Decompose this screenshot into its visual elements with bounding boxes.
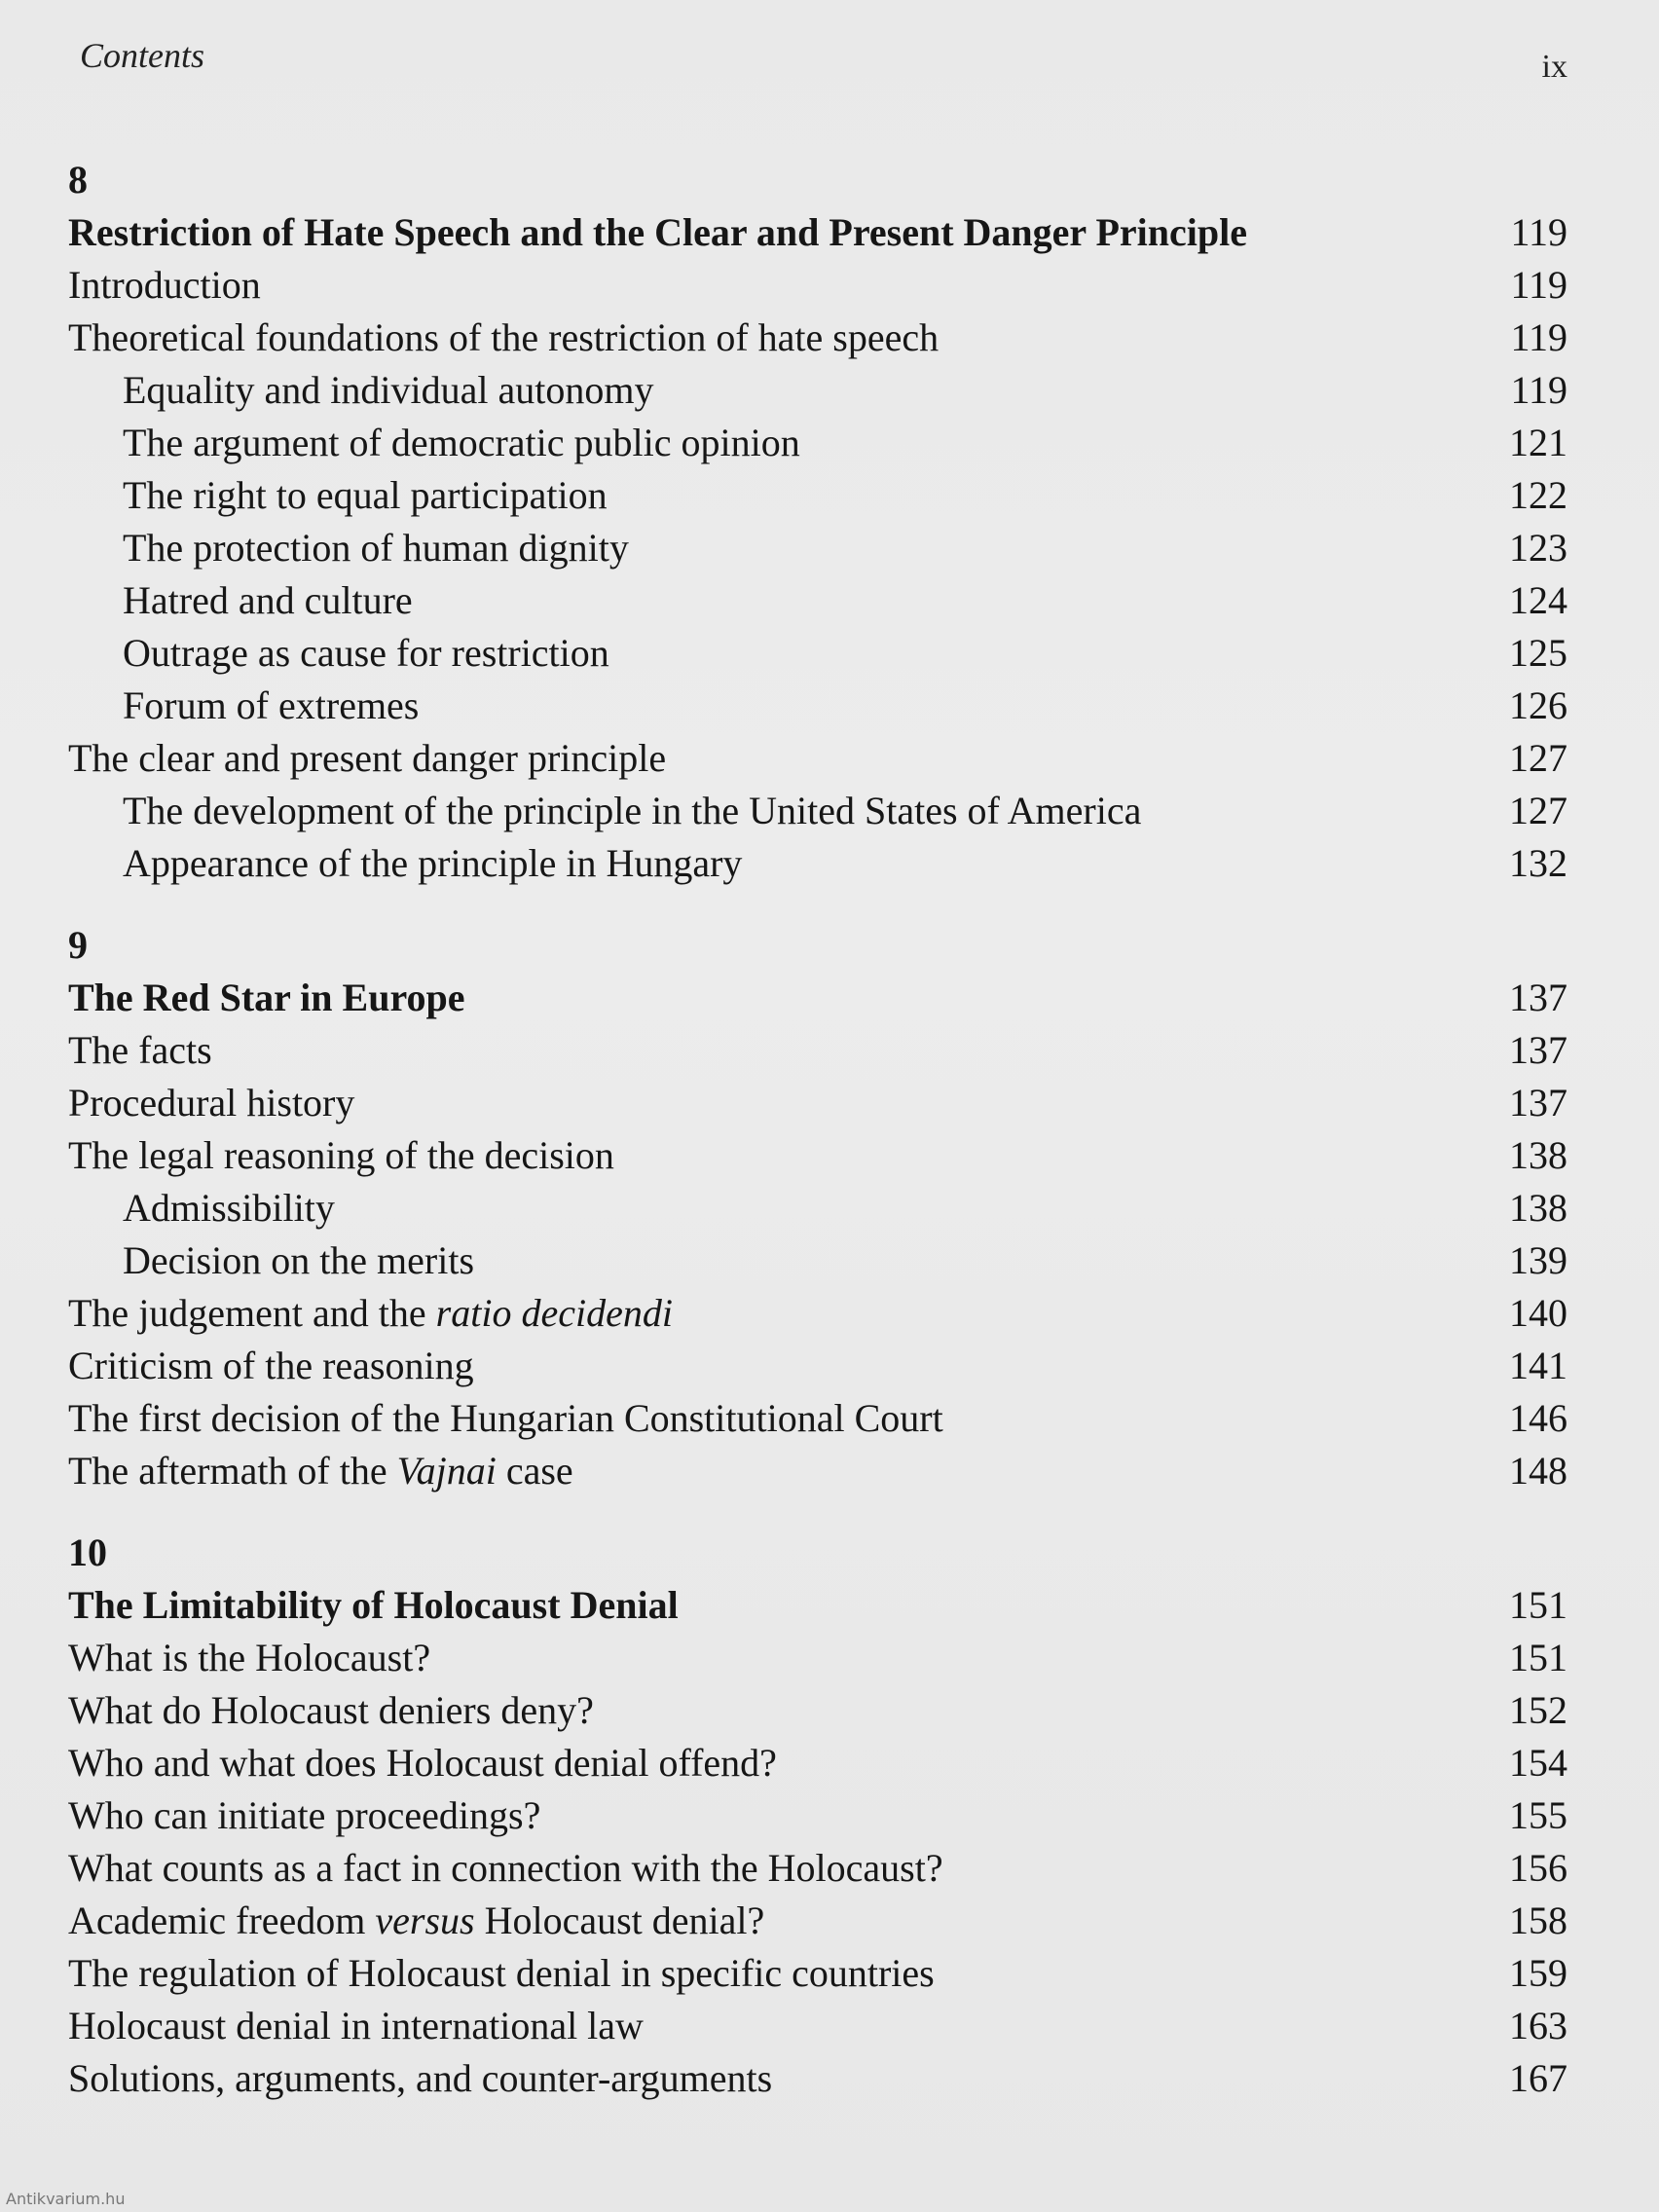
chapter-section <box>68 1527 1567 2105</box>
chapter-page-number: 119 <box>1510 210 1567 254</box>
chapter-section <box>68 919 1567 1497</box>
toc-subentry <box>68 522 1567 574</box>
entry-title: The first decision of the Hungarian Constitutional Court <box>68 1396 943 1440</box>
watermark: Antikvarium.hu <box>6 2190 126 2208</box>
entry-title: Forum of extremes <box>123 683 420 727</box>
entry-page-number: 138 <box>1509 1133 1567 1177</box>
chapter-title: The Limitability of Holocaust Denial <box>68 1583 679 1627</box>
toc-subentry <box>68 837 1567 890</box>
chapter-page-number: 137 <box>1509 976 1567 1019</box>
entry-page-number: 138 <box>1509 1186 1567 1230</box>
entry-page-number: 158 <box>1509 1899 1567 1942</box>
toc-entry <box>68 1737 1567 1789</box>
entry-page-number: 141 <box>1509 1344 1567 1387</box>
entry-title: The argument of democratic public opinion <box>123 421 800 464</box>
toc-entry <box>68 1392 1567 1445</box>
entry-title: The right to equal participation <box>123 473 608 517</box>
chapter-title-row <box>68 1579 1567 1632</box>
entry-page-number: 159 <box>1509 1951 1567 1995</box>
entry-page-number: 126 <box>1509 683 1567 727</box>
entry-page-number: 151 <box>1509 1636 1567 1679</box>
toc-entry <box>68 1632 1567 1684</box>
entry-title: Outrage as cause for restriction <box>123 631 609 675</box>
entry-title: Decision on the merits <box>123 1238 475 1282</box>
entry-title: Criticism of the reasoning <box>68 1344 474 1387</box>
entry-title: Admissibility <box>123 1186 335 1230</box>
entry-title: Who and what does Holocaust denial offend? <box>68 1741 777 1785</box>
entry-page-number: 156 <box>1509 1846 1567 1890</box>
toc-entry <box>68 1287 1567 1340</box>
entry-page-number: 152 <box>1509 1688 1567 1732</box>
chapter-number: 8 <box>68 158 88 202</box>
entry-title: Procedural history <box>68 1081 355 1124</box>
entry-page-number: 167 <box>1509 2056 1567 2100</box>
entry-title: What do Holocaust deniers deny? <box>68 1688 594 1732</box>
toc-subentry <box>68 574 1567 627</box>
toc-subentry <box>68 680 1567 732</box>
entry-title: Theoretical foundations of the restriction of hate speech <box>68 315 940 359</box>
entry-page-number: 139 <box>1509 1238 1567 1282</box>
entry-page-number: 119 <box>1510 368 1567 412</box>
chapter-number: 9 <box>68 923 88 967</box>
entry-page-number: 119 <box>1510 315 1567 359</box>
entry-page-number: 154 <box>1509 1741 1567 1785</box>
entry-title-part: case <box>496 1449 573 1493</box>
entry-page-number: 155 <box>1509 1793 1567 1837</box>
entry-title <box>68 1895 764 1947</box>
entry-title-italic: Vajnai <box>396 1449 497 1493</box>
toc-subentry <box>68 469 1567 522</box>
entry-page-number: 140 <box>1509 1291 1567 1335</box>
toc-entry <box>68 2000 1567 2052</box>
entry-title: The legal reasoning of the decision <box>68 1133 614 1177</box>
chapter-page-number: 151 <box>1509 1583 1567 1627</box>
entry-page-number: 137 <box>1509 1081 1567 1124</box>
page-number: ix <box>1541 49 1567 85</box>
entry-title-part: Holocaust denial? <box>474 1899 765 1942</box>
entry-title: Holocaust denial in international law <box>68 2004 644 2047</box>
toc-entry <box>68 259 1567 312</box>
entry-title <box>68 1287 673 1340</box>
table-of-contents <box>68 154 1567 2134</box>
toc-subentry <box>68 417 1567 469</box>
entry-page-number: 163 <box>1509 2004 1567 2047</box>
toc-entry <box>68 1842 1567 1895</box>
toc-entry <box>68 1947 1567 2000</box>
entry-title: Appearance of the principle in Hungary <box>123 841 743 885</box>
entry-title <box>68 1445 573 1497</box>
chapter-section <box>68 154 1567 890</box>
chapter-title-row <box>68 972 1567 1024</box>
entry-page-number: 137 <box>1509 1028 1567 1072</box>
entry-title: The regulation of Holocaust denial in specific countries <box>68 1951 935 1995</box>
entry-title: Equality and individual autonomy <box>123 368 654 412</box>
toc-subentry <box>68 785 1567 837</box>
entry-page-number: 121 <box>1509 421 1567 464</box>
entry-title: Solutions, arguments, and counter-arguments <box>68 2056 773 2100</box>
toc-entry <box>68 732 1567 785</box>
chapter-title-row <box>68 206 1567 259</box>
entry-title-part: Academic freedom <box>68 1899 376 1942</box>
entry-page-number: 122 <box>1509 473 1567 517</box>
entry-title: The facts <box>68 1028 212 1072</box>
entry-title: Introduction <box>68 263 261 307</box>
entry-page-number: 148 <box>1509 1449 1567 1493</box>
entry-title: The development of the principle in the United States of America <box>123 789 1142 832</box>
toc-subentry <box>68 627 1567 680</box>
toc-entry <box>68 2052 1567 2105</box>
toc-entry <box>68 1684 1567 1737</box>
running-header-title: Contents <box>80 36 205 75</box>
entry-page-number: 127 <box>1509 736 1567 780</box>
entry-page-number: 146 <box>1509 1396 1567 1440</box>
entry-page-number: 124 <box>1509 578 1567 622</box>
entry-title: The protection of human dignity <box>123 526 629 570</box>
toc-entry <box>68 312 1567 364</box>
entry-title: What counts as a fact in connection with the Holocaust? <box>68 1846 943 1890</box>
toc-subentry <box>68 1182 1567 1235</box>
entry-title-part: The judgement and the <box>68 1291 436 1335</box>
toc-entry <box>68 1077 1567 1129</box>
chapter-number: 10 <box>68 1530 107 1574</box>
toc-entry <box>68 1895 1567 1947</box>
entry-title: What is the Holocaust? <box>68 1636 431 1679</box>
toc-subentry <box>68 364 1567 417</box>
entry-title-part: The aftermath of the <box>68 1449 397 1493</box>
entry-page-number: 125 <box>1509 631 1567 675</box>
toc-entry <box>68 1024 1567 1077</box>
entry-page-number: 119 <box>1510 263 1567 307</box>
entry-title-italic: versus <box>375 1899 475 1942</box>
entry-title-italic: ratio decidendi <box>435 1291 673 1335</box>
toc-entry <box>68 1445 1567 1497</box>
entry-title: Hatred and culture <box>123 578 413 622</box>
entry-page-number: 123 <box>1509 526 1567 570</box>
chapter-title: The Red Star in Europe <box>68 976 465 1019</box>
chapter-title: Restriction of Hate Speech and the Clear and Present Danger Principle <box>68 210 1247 254</box>
entry-title: Who can initiate proceedings? <box>68 1793 541 1837</box>
entry-page-number: 132 <box>1509 841 1567 885</box>
toc-subentry <box>68 1235 1567 1287</box>
toc-entry <box>68 1789 1567 1842</box>
toc-entry <box>68 1129 1567 1182</box>
entry-title: The clear and present danger principle <box>68 736 667 780</box>
toc-entry <box>68 1340 1567 1392</box>
entry-page-number: 127 <box>1509 789 1567 832</box>
